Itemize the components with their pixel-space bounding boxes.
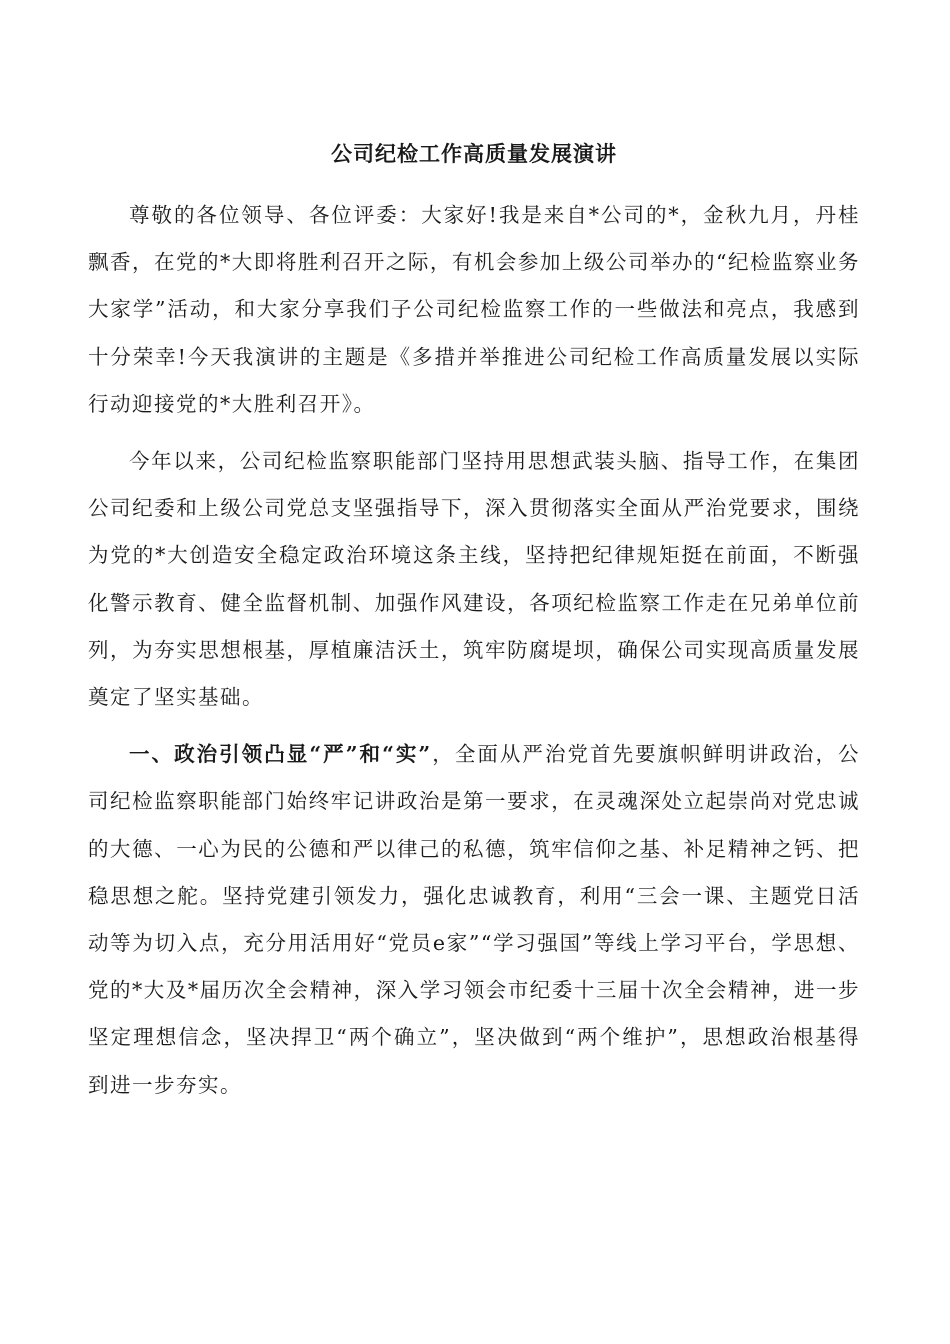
paragraph-overview: [88, 438, 860, 721]
document-title: 公司纪检工作高质量发展演讲: [331, 141, 617, 166]
paragraph-text: ，全面从严治党首先要旗帜鲜明讲政治，公司纪检监察职能部门始终牢记讲政治是第一要求，在灵魂深处立起崇尚对党忠诚的大德、一心为民的公德和严以律己的私德，筑牢信仰之基、补足精神之钙、把稳思想之舵。坚持党建引领发力，强化忠诚教育，利用“三会一课、主题党日活动等为切入点，充分用活用好“党员e家”“学习强国”等线上学习平台，学思想、党的*大及*届历次全会精神，深入学习领会市纪委十三届十次全会精神，进一步坚定理想信念，坚决捍卫“两个确立”，坚决做到“两个维护”，思想政治根基得到进一步夯实。: [88, 742, 860, 1097]
document-body: [88, 134, 860, 1119]
section-heading: 一、政治引领凸显“严”和“实”: [129, 742, 432, 767]
paragraph-text: 今年以来，公司纪检监察职能部门坚持用思想武装头脑、指导工作，在集团公司纪委和上级公司党总支坚强指导下，深入贯彻落实全面从严治党要求，围绕为党的*大创造安全稳定政治环境这条主线，坚持把纪律规矩挺在前面，不断强化警示教育、健全监督机制、加强作风建设，各项纪检监察工作走在兄弟单位前列，为夯实思想根基，厚植廉洁沃土，筑牢防腐堤坝，确保公司实现高质量发展奠定了坚实基础。: [88, 449, 860, 710]
paragraph-text: 尊敬的各位领导、各位评委：大家好!我是来自*公司的*，金秋九月，丹桂飘香，在党的*大即将胜利召开之际，有机会参加上级公司举办的“纪检监察业务大家学”活动，和大家分享我们子公司纪检监察工作的一些做法和亮点，我感到十分荣幸!今天我演讲的主题是《多措并举推进公司纪检工作高质量发展以实际行动迎接党的*大胜利召开》。: [88, 203, 860, 416]
paragraph-section-one: [88, 731, 860, 1109]
paragraph-greeting: [88, 192, 860, 428]
